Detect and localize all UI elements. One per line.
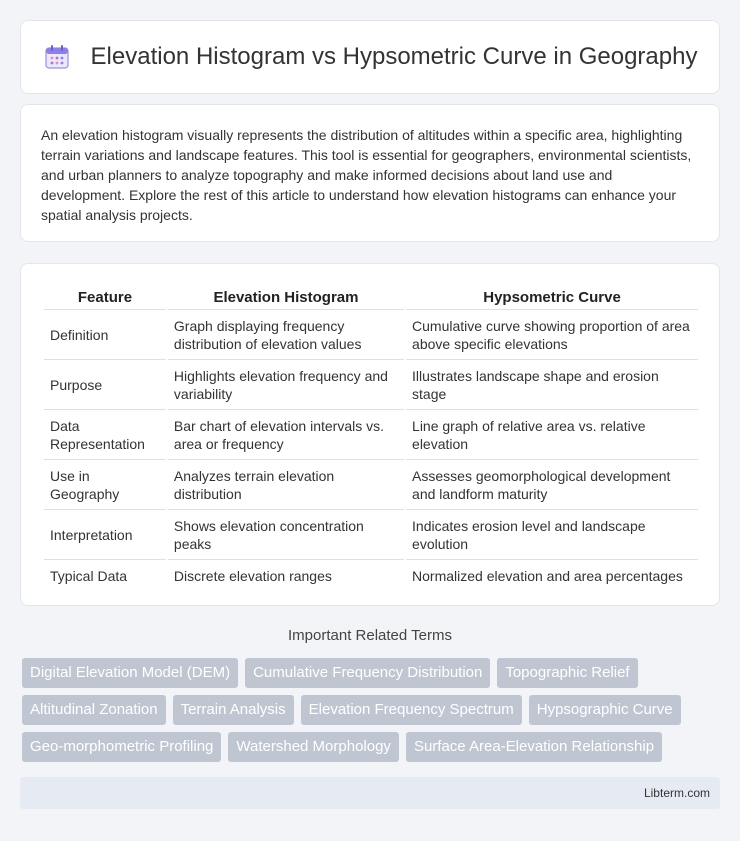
table-cell: Shows elevation concentration peaks — [168, 510, 404, 560]
related-term-tag[interactable]: Surface Area-Elevation Relationship — [406, 732, 662, 762]
intro-text: An elevation histogram visually represents the distribution of altitudes within a specific area, highlighting terrain variations and landscape features. This tool is essential for geographers, environmental scientists, and urban planners to analyze topography and make informed decisions about land use and development. Explore the rest of this article to understand how elevation histograms can enhance your spatial analysis projects. — [41, 127, 692, 223]
related-term-tag[interactable]: Altitudinal Zonation — [22, 695, 166, 725]
table-row — [44, 460, 698, 510]
column-header: Hypsometric Curve — [406, 284, 698, 310]
table-cell: Illustrates landscape shape and erosion stage — [406, 360, 698, 410]
table-cell: Analyzes terrain elevation distribution — [168, 460, 404, 510]
related-term-tag[interactable]: Elevation Frequency Spectrum — [301, 695, 522, 725]
table-cell: Data Representation — [44, 410, 166, 460]
column-header: Elevation Histogram — [168, 284, 404, 310]
table-row — [44, 410, 698, 460]
intro-card — [20, 104, 720, 242]
related-terms-title: Important Related Terms — [288, 627, 452, 644]
table-row — [44, 360, 698, 410]
table-cell: Indicates erosion level and landscape evolution — [406, 510, 698, 560]
tag-row — [22, 732, 722, 762]
related-terms-list — [22, 658, 722, 769]
table-row — [44, 310, 698, 360]
table-cell: Highlights elevation frequency and variability — [168, 360, 404, 410]
table-cell: Typical Data — [50, 568, 128, 584]
footer-site-link[interactable]: Libterm.com — [643, 786, 710, 800]
related-term-tag[interactable]: Digital Elevation Model (DEM) — [22, 658, 238, 688]
column-header: Feature — [44, 284, 166, 310]
calendar-icon — [43, 43, 71, 71]
related-term-tag[interactable]: Geo-morphometric Profiling — [22, 732, 221, 762]
tag-row — [22, 695, 722, 725]
table-cell: Normalized elevation and area percentages — [412, 568, 683, 584]
table-cell: Graph displaying frequency distribution of elevation values — [168, 310, 404, 360]
related-term-tag[interactable]: Cumulative Frequency Distribution — [245, 658, 490, 688]
page-title: Elevation Histogram vs Hypsometric Curve in Geography — [90, 43, 698, 70]
table-cell: Line graph of relative area vs. relative elevation — [406, 410, 698, 460]
table-cell: Assesses geomorphological development and landform maturity — [406, 460, 698, 510]
comparison-table — [42, 284, 700, 591]
related-term-tag[interactable]: Terrain Analysis — [173, 695, 294, 725]
footer — [20, 777, 720, 809]
table-cell: Purpose — [44, 360, 166, 410]
table-cell: Cumulative curve showing proportion of area above specific elevations — [406, 310, 698, 360]
table-cell: Use in Geography — [44, 460, 166, 510]
related-term-tag[interactable]: Watershed Morphology — [228, 732, 399, 762]
related-term-tag[interactable]: Topographic Relief — [497, 658, 637, 688]
tag-row — [22, 658, 722, 688]
table-cell: Definition — [44, 310, 166, 360]
table-cell: Bar chart of elevation intervals vs. area or frequency — [168, 410, 404, 460]
table-cell: Interpretation — [44, 510, 166, 560]
header-card — [20, 20, 720, 94]
table-cell: Discrete elevation ranges — [173, 568, 332, 584]
table-row — [44, 560, 698, 591]
related-term-tag[interactable]: Hypsographic Curve — [529, 695, 681, 725]
comparison-card — [20, 263, 720, 606]
table-header-row — [44, 284, 698, 310]
table-row — [44, 510, 698, 560]
